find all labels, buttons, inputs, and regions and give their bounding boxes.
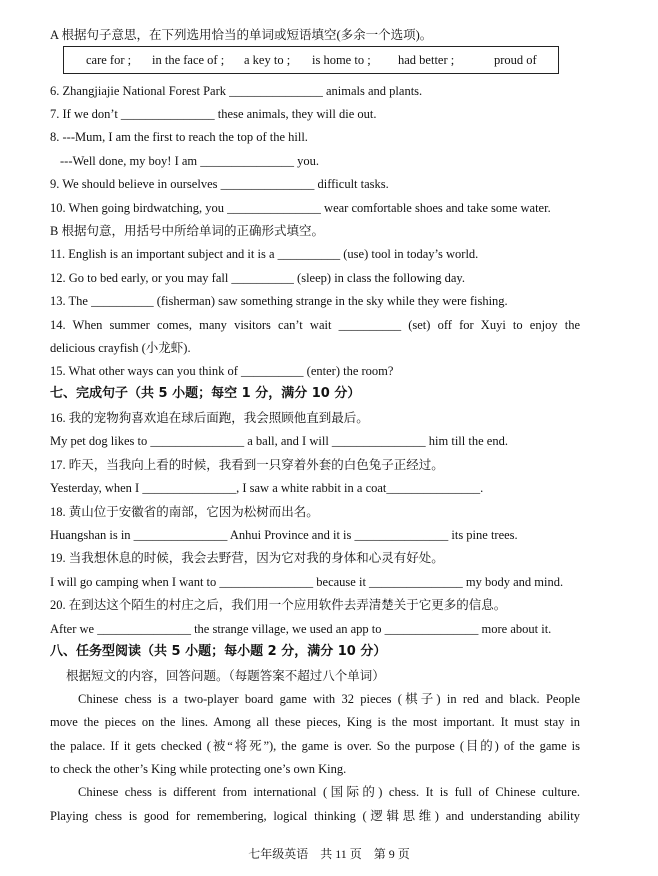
- word-option: is home to ;: [312, 53, 371, 67]
- word-option: a key to ;: [244, 53, 291, 67]
- word-option: care for ;: [86, 53, 132, 67]
- section-b-instruction: B 根据句意，用括号中所给单词的正确形式填空。: [50, 224, 324, 238]
- word-options-box: [63, 46, 559, 74]
- word-option: had better ;: [398, 53, 455, 67]
- question-16-en: My pet dog likes to _______________ a ball, and I will _______________ him till the end.: [50, 434, 508, 448]
- question-20-en: After we _______________ the strange village, we used an app to _______________ more about it.: [50, 622, 552, 636]
- word-option: proud of: [494, 53, 537, 67]
- page-footer: 七年级英语 共 11 页 第 9 页: [248, 847, 410, 861]
- question-18-en: Huangshan is in _______________ Anhui Province and it is _______________ its pine trees.: [50, 528, 518, 542]
- section-7-heading: 七、完成句子（共 5 小题；每空 1 分，满分 10 分）: [50, 386, 361, 401]
- question-10: 10. When going birdwatching, you _______________ wear comfortable shoes and take some water.: [50, 201, 551, 215]
- question-17-cn: 17. 昨天，当我向上看的时候，我看到一只穿着外套的白色兔子正经过。: [50, 458, 444, 472]
- section-8-instruction: 根据短文的内容，回答问题。（每题答案不超过八个单词）: [66, 669, 385, 683]
- passage-line: to check the other’s King while protecting one’s own King.: [50, 762, 347, 776]
- question-13: 13. The __________ (fisherman) saw something strange in the sky while they were fishing.: [50, 294, 508, 308]
- question-14: 14. When summer comes, many visitors can’t wait __________ (set) off for Xuyi to enjoy the: [50, 318, 580, 332]
- question-14-cont: delicious crayfish (小龙虾).: [50, 341, 191, 355]
- question-8: 8. ---Mum, I am the first to reach the top of the hill.: [50, 130, 308, 144]
- question-20-cn: 20. 在到达这个陌生的村庄之后，我们用一个应用软件去弄清楚关于它更多的信息。: [50, 598, 507, 612]
- question-12: 12. Go to bed early, or you may fall __________ (sleep) in class the following day.: [50, 271, 465, 285]
- section-a-instruction: A 根据句子意思，在下列选用恰当的单词或短语填空(多余一个选项)。: [50, 28, 433, 42]
- word-option: in the face of ;: [152, 53, 225, 67]
- question-11: 11. English is an important subject and it is a __________ (use) tool in today’s world.: [50, 247, 479, 261]
- question-16-cn: 16. 我的宠物狗喜欢追在球后面跑，我会照顾他直到最后。: [50, 411, 369, 425]
- question-17-en: Yesterday, when I _______________, I saw a white rabbit in a coat_______________.: [50, 481, 484, 495]
- passage-line: Playing chess is good for remembering, logical thinking (逻辑思维) and understanding ability: [50, 809, 580, 823]
- question-15: 15. What other ways can you think of __________ (enter) the room?: [50, 364, 394, 378]
- question-19-cn: 19. 当我想休息的时候，我会去野营，因为它对我的身体和心灵有好处。: [50, 551, 444, 565]
- passage-line: Chinese chess is different from international (国际的) chess. It is full of Chinese culture.: [78, 785, 580, 799]
- section-8-heading: 八、任务型阅读（共 5 小题；每小题 2 分，满分 10 分）: [50, 644, 387, 659]
- question-19-en: I will go camping when I want to _______________ because it _______________ my body and mind.: [50, 575, 564, 589]
- question-8-reply: ---Well done, my boy! I am _______________ you.: [60, 154, 320, 168]
- question-9: 9. We should believe in ourselves _______________ difficult tasks.: [50, 177, 389, 191]
- question-7: 7. If we don’t _______________ these animals, they will die out.: [50, 107, 377, 121]
- passage-line: move the pieces on the lines. Among all these pieces, King is the most important. It must stay in: [50, 715, 580, 729]
- passage-line: the palace. If it gets checked (被“将死”), the game is over. So the purpose (目的) of the game is: [50, 739, 580, 753]
- question-6: 6. Zhangjiajie National Forest Park _______________ animals and plants.: [50, 84, 423, 98]
- passage-line: Chinese chess is a two-player board game with 32 pieces (棋子) in red and black. People: [78, 692, 580, 706]
- question-18-cn: 18. 黄山位于安徽省的南部，它因为松树而出名。: [50, 505, 319, 519]
